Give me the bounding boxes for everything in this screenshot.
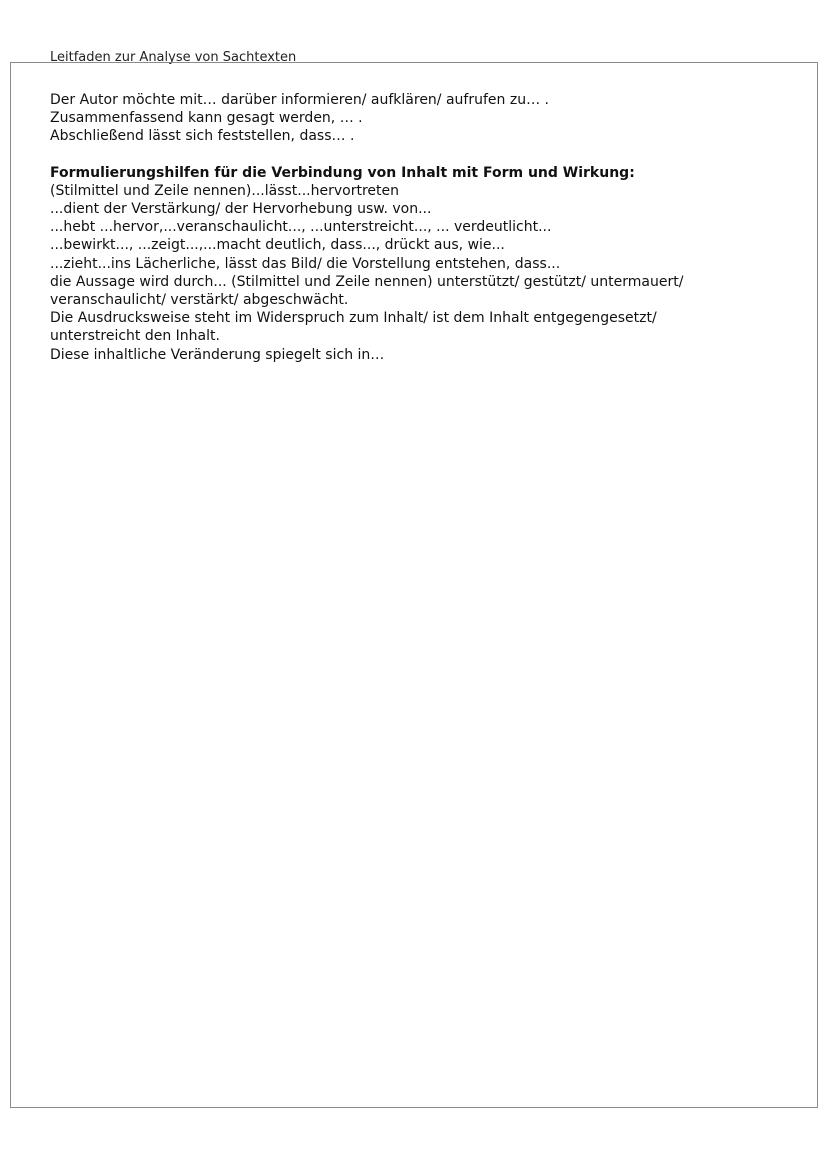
phrase-line: unterstreicht den Inhalt. [50, 328, 220, 345]
section-heading: Formulierungshilfen für die Verbindung von Inhalt mit Form und Wirkung: [50, 164, 635, 181]
document-body [50, 91, 780, 364]
phrase-line: (Stilmittel und Zeile nennen)...lässt...hervortreten [50, 182, 400, 199]
phrase-line: Diese inhaltliche Veränderung spiegelt sich in… [50, 346, 385, 363]
intro-line: Der Autor möchte mit… darüber informieren/ aufklären/ aufrufen zu… . [50, 92, 549, 108]
phrase-line: ...hebt ...hervor,...veranschaulicht..., ...unterstreicht..., ... verdeutlicht... [50, 219, 552, 236]
phrase-line: ...bewirkt..., ...zeigt...,...macht deutlich, dass..., drückt aus, wie... [50, 237, 505, 254]
phrase-line: die Aussage wird durch... (Stilmittel und Zeile nennen) unterstützt/ gestützt/ untermauert/ [50, 273, 684, 290]
phrase-line: ...dient der Verstärkung/ der Hervorhebung usw. von... [50, 201, 432, 218]
phrase-line: ...zieht...ins Lächerliche, lässt das Bild/ die Vorstellung entstehen, dass... [50, 255, 561, 272]
phrase-line: Die Ausdrucksweise steht im Widerspruch zum Inhalt/ ist dem Inhalt entgegengesetzt/ [50, 310, 657, 327]
phrase-line: veranschaulicht/ verstärkt/ abgeschwächt. [50, 292, 349, 309]
intro-line: Abschließend lässt sich feststellen, dass… . [50, 128, 355, 145]
paragraph-gap [50, 146, 780, 164]
document-header: Leitfaden zur Analyse von Sachtexten [50, 50, 297, 65]
intro-line: Zusammenfassend kann gesagt werden, … . [50, 110, 363, 127]
